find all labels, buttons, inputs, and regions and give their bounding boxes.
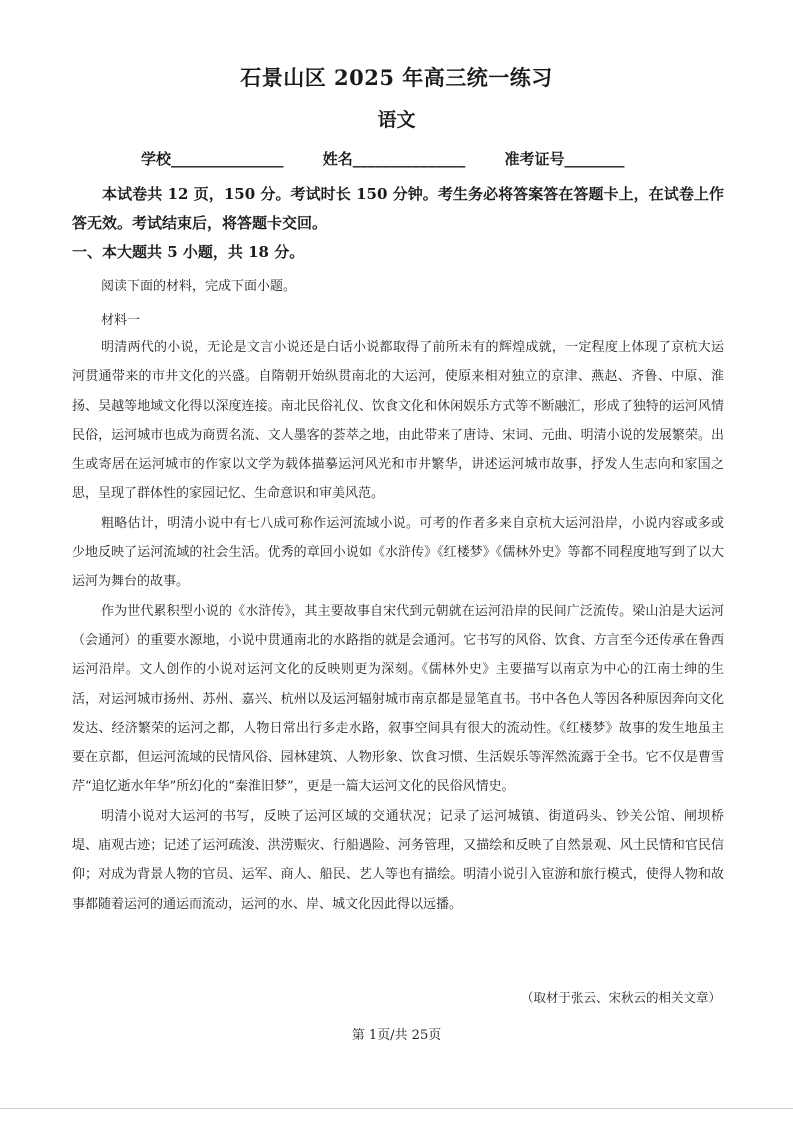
material-label: 材料一: [101, 313, 141, 328]
subject-title: 语文: [377, 109, 416, 131]
school-field: 学校_______________: [141, 150, 284, 168]
bottom-divider: [0, 1108, 793, 1109]
source-citation: （取材于张云、宋秋云的相关文章）: [520, 990, 721, 1005]
article-paragraph: 作为世代累积型小说的《水浒传》，其主要故事自宋代到元朝就在运河沿岸的民间广泛流传。梁山泊是大运河（会通河）的重要水源地，小说中贯通南北的水路指的就是会通河。它书写的风俗、饮食、方言至今还传承在鲁西运河沿岸。文人创作的小说对运河文化的反映则更为深刻。《儒林外史》主要描写以南京为中心的江南士绅的生活，对运河城市扬州、苏州、嘉兴、杭州以及运河辐射城市南京都是显笔直书。书中各色人等因各种原因奔向文化发达、经济繁荣的运河之都，人物日常出行多走水路，叙事空间具有很大的流动性。《红楼梦》故事的发生地虽主要在京都，但运河流域的民情风俗、园林建筑、人物形象、饮食习惯、生活娱乐等浑然流露于全书。它不仅是曹雪芹“追忆逝水年华”所幻化的“秦淮旧梦”，更是一篇大运河文化的民俗风情史。: [72, 603, 724, 795]
candidate-info-fields: [141, 148, 741, 169]
exam-title: 石景山区 2025 年高三统一练习: [240, 65, 553, 90]
article-paragraph: 明清小说对大运河的书写，反映了运河区域的交通状况；记录了运河城镇、街道码头、钞关公馆、闸坝桥堤、庙观古迹；记述了运河疏浚、洪涝赈灾、行船遇险、河务管理，又描绘和反映了自然景观、风土民情和官民信仰；对成为背景人物的官员、运军、商人、船民、艺人等也有描绘。明清小说引入宦游和旅行模式，使得人物和故事都随着运河的通运而流动，运河的水、岸、城文化因此得以远播。: [72, 808, 724, 912]
reading-instruction: 阅读下面的材料，完成下面小题。: [101, 279, 297, 294]
name-field: 姓名_______________: [322, 150, 466, 168]
exam-notice: 本试卷共 12 页，150 分。考试时长 150 分钟。考生务必将答案答在答题卡上，在试卷上作答无效。考试结束后，将答题卡交回。: [72, 185, 724, 232]
exam-number-field: 准考证号________: [504, 150, 625, 168]
section-heading: 一、本大题共 5 小题，共 18 分。: [72, 243, 305, 261]
article-paragraph: 明清两代的小说，无论是文言小说还是白话小说都取得了前所未有的辉煌成就，一定程度上体现了京杭大运河贯通带来的市井文化的兴盛。自隋朝开始纵贯南北的大运河，使原来相对独立的京津、燕赵、齐鲁、中原、淮扬、吴越等地域文化得以深度连接。南北民俗礼仪、饮食文化和休闲娱乐方式等不断融汇，形成了独特的运河风情民俗，运河城市也成为商贾名流、文人墨客的荟萃之地，由此带来了唐诗、宋词、元曲、明清小说的发展繁荣。出生或寄居在运河城市的作家以文学为载体描摹运河风光和市井繁华，讲述运河城市故事，抒发人生志向和家国之思，呈现了群体性的家园记忆、生命意识和审美风范。: [72, 340, 724, 502]
article-paragraph: 粗略估计，明清小说中有七八成可称作运河流域小说。可考的作者多来自京杭大运河沿岸，小说内容或多或少地反映了运河流域的社会生活。优秀的章回小说如《水浒传》《红楼梦》《儒林外史》等都不同程度地写到了以大运河为舞台的故事。: [72, 515, 724, 590]
page-number: 第 1页/共 25页: [351, 1028, 442, 1043]
material-article: [72, 333, 724, 919]
